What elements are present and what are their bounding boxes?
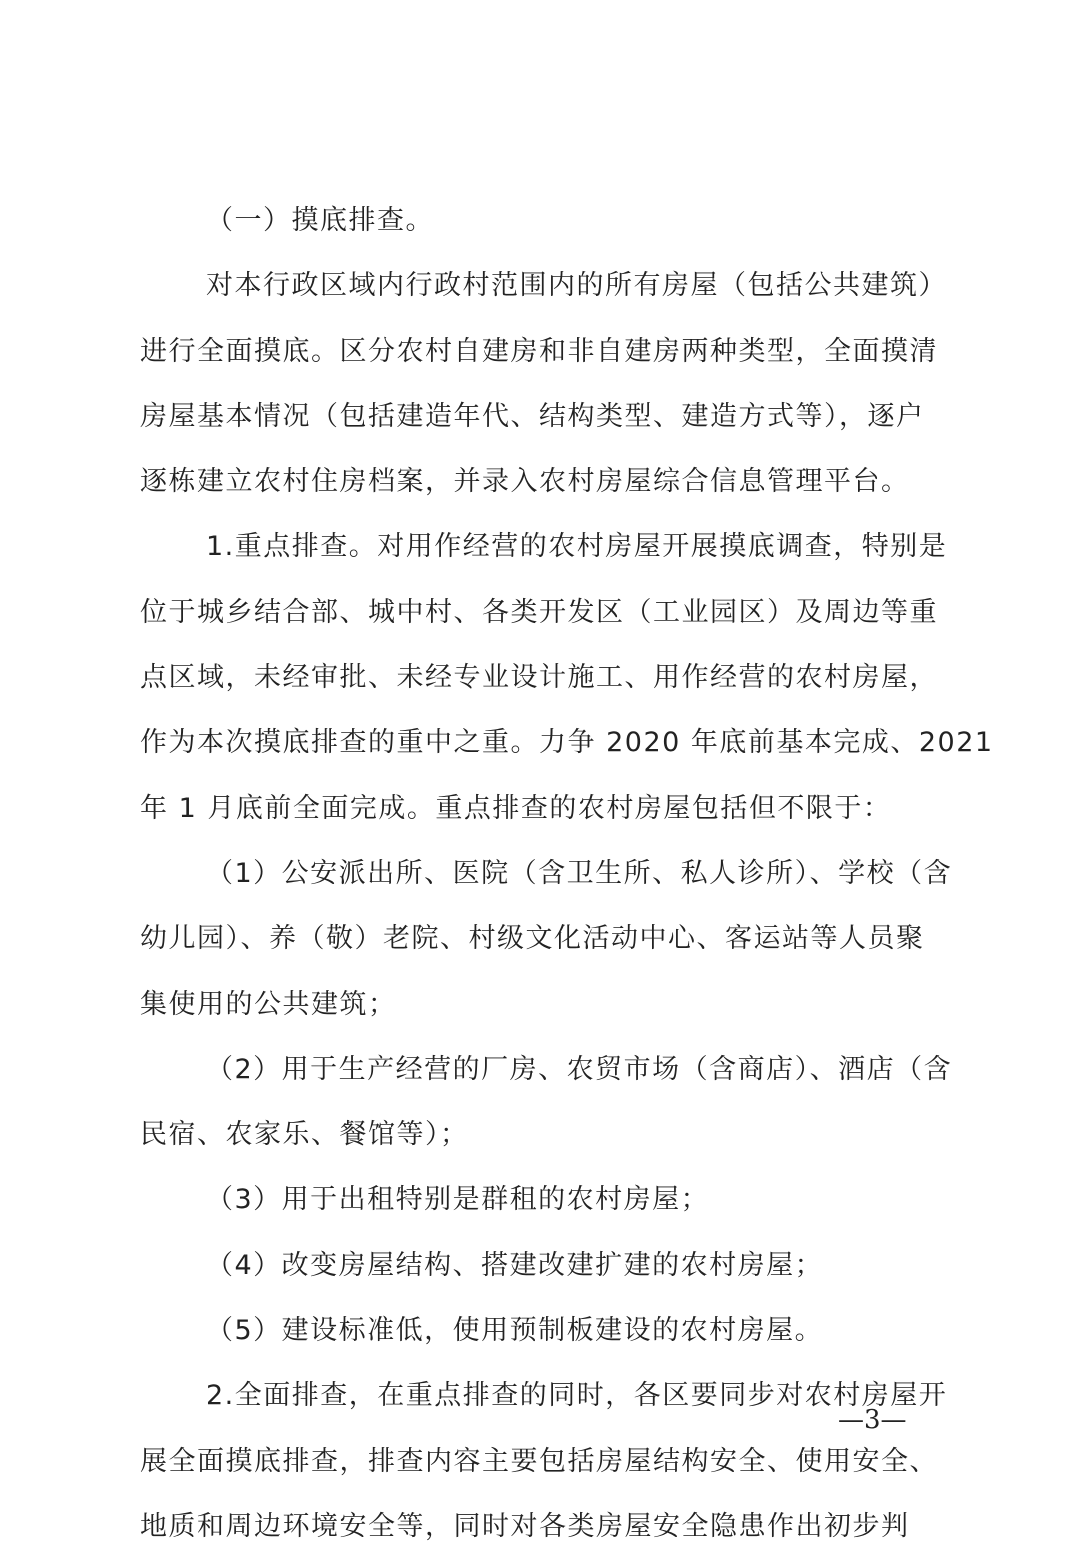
paragraph-line: 对本行政区域内行政村范围内的所有房屋（包括公共建筑） <box>206 270 947 302</box>
list-item-line: （5）建设标准低，使用预制板建设的农村房屋。 <box>206 1315 824 1347</box>
list-item-line: 集使用的公共建筑； <box>140 988 397 1020</box>
list-item-line: 民宿、农家乐、餐馆等）； <box>140 1119 469 1151</box>
paragraph-line: 2.全面排查，在重点排查的同时，各区要同步对农村房屋开 <box>206 1380 948 1412</box>
list-item-line: （1）公安派出所、医院（含卫生所、私人诊所）、学校（含 <box>206 857 953 889</box>
list-item-line: （4）改变房屋结构、搭建改建扩建的农村房屋； <box>206 1249 824 1281</box>
paragraph-line: 1.重点排查。对用作经营的农村房屋开展摸底调查，特别是 <box>206 531 948 563</box>
paragraph-line: 逐栋建立农村住房档案，并录入农村房屋综合信息管理平台。 <box>140 466 910 498</box>
page-number: —3— <box>838 1405 907 1435</box>
paragraph-line: 作为本次摸底排查的重中之重。力争 2020 年底前基本完成、2021 <box>140 727 994 759</box>
paragraph-line: 进行全面摸底。区分农村自建房和非自建房两种类型，全面摸清 <box>140 335 938 367</box>
paragraph-line: 点区域，未经审批、未经专业设计施工、用作经营的农村房屋， <box>140 662 938 694</box>
list-item-line: （3）用于出租特别是群租的农村房屋； <box>206 1184 710 1216</box>
section-heading: （一）摸底排查。 <box>206 205 434 236</box>
paragraph-line: 年 1 月底前全面完成。重点排查的农村房屋包括但不限于： <box>140 792 892 824</box>
paragraph-line: 地质和周边环境安全等，同时对各类房屋安全隐患作出初步判 <box>140 1510 910 1542</box>
paragraph-line: 位于城乡结合部、城中村、各类开发区（工业园区）及周边等重 <box>140 596 938 628</box>
document-body <box>140 196 994 1567</box>
list-item-line: （2）用于生产经营的厂房、农贸市场（含商店）、酒店（含 <box>206 1053 953 1085</box>
paragraph-line: 展全面摸底排查，排查内容主要包括房屋结构安全、使用安全、 <box>140 1445 938 1477</box>
paragraph-line: 房屋基本情况（包括建造年代、结构类型、建造方式等），逐户 <box>140 400 925 432</box>
list-item-line: 幼儿园）、养（敬）老院、村级文化活动中心、客运站等人员聚 <box>140 923 925 955</box>
